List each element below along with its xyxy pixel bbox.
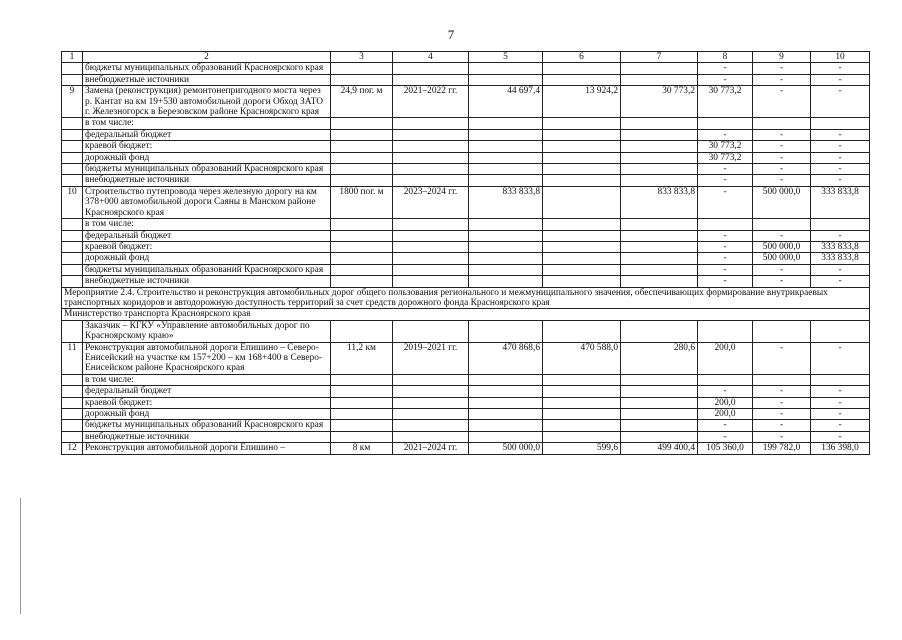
- value-cell: [393, 230, 469, 241]
- description-cell: краевой бюджет:: [83, 397, 331, 408]
- row-number-cell: 10: [62, 186, 83, 218]
- value-cell: [543, 397, 621, 408]
- table-row: [62, 241, 870, 252]
- value-cell: -: [698, 386, 753, 397]
- value-cell: [393, 241, 469, 252]
- value-cell: -: [811, 129, 870, 140]
- value-cell: [543, 63, 621, 74]
- value-cell: [469, 386, 543, 397]
- value-cell: [621, 264, 698, 275]
- value-cell: [543, 431, 621, 442]
- value-cell: -: [811, 431, 870, 442]
- value-cell: -: [753, 129, 811, 140]
- description-cell: дорожный фонд: [83, 253, 331, 264]
- description-cell: федеральный бюджет: [83, 129, 331, 140]
- value-cell: [331, 320, 393, 342]
- table-row: [62, 386, 870, 397]
- value-cell: [393, 276, 469, 287]
- value-cell: [393, 175, 469, 186]
- value-cell: -: [811, 175, 870, 186]
- value-cell: [621, 219, 698, 230]
- section-title: Министерство транспорта Красноярского края: [62, 309, 870, 320]
- value-cell: [698, 219, 753, 230]
- value-cell: 105 360,0: [698, 443, 753, 454]
- description-cell: внебюджетные источники: [83, 431, 331, 442]
- value-cell: -: [753, 164, 811, 175]
- description-cell: внебюджетные источники: [83, 74, 331, 85]
- value-cell: -: [811, 74, 870, 85]
- value-cell: [469, 141, 543, 152]
- value-cell: 470 868,6: [469, 342, 543, 374]
- value-cell: [393, 386, 469, 397]
- value-cell: [469, 431, 543, 442]
- value-cell: -: [753, 86, 811, 118]
- table-row: [62, 219, 870, 230]
- value-cell: -: [811, 152, 870, 163]
- value-cell: -: [698, 431, 753, 442]
- value-cell: -: [811, 397, 870, 408]
- value-cell: [331, 420, 393, 431]
- value-cell: [543, 420, 621, 431]
- value-cell: [621, 420, 698, 431]
- value-cell: [621, 276, 698, 287]
- section-row: [62, 287, 870, 309]
- table-row: [62, 164, 870, 175]
- value-cell: -: [698, 175, 753, 186]
- value-cell: [543, 386, 621, 397]
- row-number-cell: [62, 230, 83, 241]
- column-header: 7: [621, 52, 698, 63]
- description-cell: бюджеты муниципальных образований Красноярского края: [83, 264, 331, 275]
- value-cell: -: [811, 409, 870, 420]
- description-cell: бюджеты муниципальных образований Красноярского края: [83, 63, 331, 74]
- value-cell: [331, 386, 393, 397]
- value-cell: -: [753, 152, 811, 163]
- value-cell: 1800 пог. м: [331, 186, 393, 218]
- description-cell: бюджеты муниципальных образований Красноярского края: [83, 420, 331, 431]
- row-number-cell: [62, 241, 83, 252]
- value-cell: [331, 219, 393, 230]
- value-cell: -: [753, 230, 811, 241]
- value-cell: 136 398,0: [811, 443, 870, 454]
- row-number-cell: [62, 118, 83, 129]
- value-cell: [331, 152, 393, 163]
- value-cell: [469, 397, 543, 408]
- table-row: [62, 63, 870, 74]
- value-cell: [621, 164, 698, 175]
- value-cell: 30 773,2: [698, 152, 753, 163]
- table-row: [62, 409, 870, 420]
- value-cell: 833 833,8: [469, 186, 543, 218]
- value-cell: 24,9 пог. м: [331, 86, 393, 118]
- value-cell: 500 000,0: [753, 241, 811, 252]
- value-cell: [543, 253, 621, 264]
- row-number-cell: [62, 431, 83, 442]
- value-cell: -: [753, 420, 811, 431]
- value-cell: 500 000,0: [469, 443, 543, 454]
- description-cell: федеральный бюджет: [83, 230, 331, 241]
- value-cell: [393, 152, 469, 163]
- value-cell: [331, 118, 393, 129]
- value-cell: [393, 264, 469, 275]
- value-cell: [393, 420, 469, 431]
- table-row: [62, 320, 870, 342]
- value-cell: [543, 152, 621, 163]
- value-cell: [543, 74, 621, 85]
- table-row: [62, 175, 870, 186]
- value-cell: 30 773,2: [698, 141, 753, 152]
- value-cell: [753, 374, 811, 385]
- value-cell: [753, 320, 811, 342]
- value-cell: [811, 219, 870, 230]
- value-cell: [469, 63, 543, 74]
- table-row: [62, 152, 870, 163]
- value-cell: 199 782,0: [753, 443, 811, 454]
- value-cell: 470 588,0: [543, 342, 621, 374]
- value-cell: [393, 397, 469, 408]
- value-cell: [331, 129, 393, 140]
- table-row: [62, 141, 870, 152]
- value-cell: [469, 409, 543, 420]
- value-cell: [469, 129, 543, 140]
- value-cell: 280,6: [621, 342, 698, 374]
- value-cell: [469, 164, 543, 175]
- column-header: 9: [753, 52, 811, 63]
- value-cell: [469, 230, 543, 241]
- value-cell: [621, 175, 698, 186]
- description-cell: краевой бюджет:: [83, 141, 331, 152]
- value-cell: [811, 118, 870, 129]
- value-cell: [753, 118, 811, 129]
- value-cell: [331, 264, 393, 275]
- value-cell: 30 773,2: [621, 86, 698, 118]
- value-cell: -: [753, 431, 811, 442]
- budget-table: [61, 51, 870, 455]
- value-cell: [621, 230, 698, 241]
- value-cell: [698, 374, 753, 385]
- value-cell: -: [811, 230, 870, 241]
- table-row: [62, 264, 870, 275]
- description-cell: Строительство путепровода через железную дорогу на км 378+000 автомобильной дороги Саяны в Манском районе Красноярского края: [83, 186, 331, 218]
- row-number-cell: [62, 141, 83, 152]
- table-row: [62, 74, 870, 85]
- value-cell: [621, 397, 698, 408]
- value-cell: 44 697,4: [469, 86, 543, 118]
- value-cell: [331, 409, 393, 420]
- description-cell: краевой бюджет:: [83, 241, 331, 252]
- value-cell: [621, 241, 698, 252]
- value-cell: -: [753, 141, 811, 152]
- value-cell: [331, 276, 393, 287]
- table-row: [62, 86, 870, 118]
- value-cell: 2021–2022 гг.: [393, 86, 469, 118]
- value-cell: -: [698, 420, 753, 431]
- value-cell: [543, 118, 621, 129]
- column-header: 2: [83, 52, 331, 63]
- value-cell: 599,6: [543, 443, 621, 454]
- value-cell: [469, 253, 543, 264]
- table-header-row: [62, 52, 870, 63]
- value-cell: [393, 118, 469, 129]
- value-cell: [393, 253, 469, 264]
- value-cell: [621, 118, 698, 129]
- value-cell: [543, 129, 621, 140]
- value-cell: [811, 320, 870, 342]
- value-cell: [331, 431, 393, 442]
- value-cell: [621, 152, 698, 163]
- value-cell: [331, 253, 393, 264]
- table-row: [62, 443, 870, 454]
- value-cell: [543, 230, 621, 241]
- value-cell: 30 773,2: [698, 86, 753, 118]
- table-row: [62, 420, 870, 431]
- row-number-cell: [62, 164, 83, 175]
- value-cell: [543, 241, 621, 252]
- table-row: [62, 253, 870, 264]
- value-cell: -: [753, 409, 811, 420]
- value-cell: -: [698, 186, 753, 218]
- value-cell: [698, 320, 753, 342]
- value-cell: [469, 320, 543, 342]
- description-cell: дорожный фонд: [83, 152, 331, 163]
- value-cell: -: [811, 164, 870, 175]
- value-cell: [469, 118, 543, 129]
- value-cell: [469, 152, 543, 163]
- row-number-cell: [62, 152, 83, 163]
- table-row: [62, 230, 870, 241]
- value-cell: -: [698, 241, 753, 252]
- value-cell: 500 000,0: [753, 186, 811, 218]
- value-cell: [331, 397, 393, 408]
- row-number-cell: [62, 374, 83, 385]
- table-row: [62, 431, 870, 442]
- row-number-cell: [62, 129, 83, 140]
- value-cell: 499 400,4: [621, 443, 698, 454]
- description-cell: в том числе:: [83, 374, 331, 385]
- description-cell: внебюджетные источники: [83, 175, 331, 186]
- value-cell: [543, 409, 621, 420]
- value-cell: [469, 219, 543, 230]
- value-cell: [621, 431, 698, 442]
- value-cell: [393, 129, 469, 140]
- row-number-cell: [62, 397, 83, 408]
- value-cell: 2019–2021 гг.: [393, 342, 469, 374]
- value-cell: 200,0: [698, 342, 753, 374]
- table-row: [62, 374, 870, 385]
- value-cell: [543, 141, 621, 152]
- value-cell: -: [698, 129, 753, 140]
- value-cell: [621, 386, 698, 397]
- value-cell: -: [753, 276, 811, 287]
- value-cell: -: [698, 74, 753, 85]
- value-cell: 333 833,8: [811, 241, 870, 252]
- value-cell: -: [753, 175, 811, 186]
- description-cell: внебюджетные источники: [83, 276, 331, 287]
- value-cell: [393, 141, 469, 152]
- value-cell: [621, 63, 698, 74]
- row-number-cell: [62, 409, 83, 420]
- table-row: [62, 118, 870, 129]
- value-cell: [621, 374, 698, 385]
- row-number-cell: 9: [62, 86, 83, 118]
- value-cell: [393, 164, 469, 175]
- description-cell: Реконструкция автомобильной дороги Епишино –: [83, 443, 331, 454]
- value-cell: [469, 175, 543, 186]
- column-header: 5: [469, 52, 543, 63]
- value-cell: [469, 374, 543, 385]
- value-cell: [331, 164, 393, 175]
- value-cell: [621, 253, 698, 264]
- value-cell: [621, 129, 698, 140]
- value-cell: [698, 118, 753, 129]
- value-cell: [393, 219, 469, 230]
- value-cell: -: [698, 253, 753, 264]
- value-cell: 333 833,8: [811, 253, 870, 264]
- column-header: 8: [698, 52, 753, 63]
- value-cell: -: [698, 164, 753, 175]
- row-number-cell: [62, 74, 83, 85]
- value-cell: [331, 74, 393, 85]
- value-cell: [393, 63, 469, 74]
- value-cell: -: [753, 74, 811, 85]
- row-number-cell: [62, 63, 83, 74]
- value-cell: -: [811, 264, 870, 275]
- description-cell: бюджеты муниципальных образований Красноярского края: [83, 164, 331, 175]
- page-number: 7: [447, 27, 455, 42]
- value-cell: [393, 374, 469, 385]
- value-cell: [621, 320, 698, 342]
- table-row: [62, 342, 870, 374]
- value-cell: [543, 219, 621, 230]
- value-cell: [331, 241, 393, 252]
- value-cell: -: [811, 86, 870, 118]
- table-row: [62, 276, 870, 287]
- value-cell: [469, 241, 543, 252]
- value-cell: -: [811, 63, 870, 74]
- value-cell: 200,0: [698, 397, 753, 408]
- section-row: [62, 309, 870, 320]
- value-cell: -: [753, 397, 811, 408]
- value-cell: -: [753, 386, 811, 397]
- row-number-cell: [62, 386, 83, 397]
- description-cell: в том числе:: [83, 219, 331, 230]
- value-cell: [811, 374, 870, 385]
- value-cell: 2021–2024 гг.: [393, 443, 469, 454]
- value-cell: 200,0: [698, 409, 753, 420]
- value-cell: -: [698, 264, 753, 275]
- value-cell: -: [811, 141, 870, 152]
- value-cell: 8 км: [331, 443, 393, 454]
- value-cell: [393, 431, 469, 442]
- description-cell: в том числе:: [83, 118, 331, 129]
- description-cell: Реконструкция автомобильной дороги Епишино – Северо-Енисейский на участке км 157+200 – км 168+400 в Северо-Енисейском районе Красноярского края: [83, 342, 331, 374]
- value-cell: -: [811, 386, 870, 397]
- row-number-cell: [62, 320, 83, 342]
- value-cell: [469, 74, 543, 85]
- value-cell: [331, 230, 393, 241]
- value-cell: -: [753, 63, 811, 74]
- description-cell: Заказчик – КГКУ «Управление автомобильных дорог по Красноярскому краю»: [83, 320, 331, 342]
- value-cell: [393, 320, 469, 342]
- column-header: 4: [393, 52, 469, 63]
- value-cell: [543, 186, 621, 218]
- value-cell: [543, 320, 621, 342]
- value-cell: 2023–2024 гг.: [393, 186, 469, 218]
- value-cell: -: [811, 420, 870, 431]
- value-cell: [543, 264, 621, 275]
- description-cell: дорожный фонд: [83, 409, 331, 420]
- row-number-cell: [62, 219, 83, 230]
- value-cell: [469, 264, 543, 275]
- value-cell: [331, 175, 393, 186]
- margin-line: [20, 498, 21, 614]
- table-row: [62, 397, 870, 408]
- value-cell: [753, 219, 811, 230]
- column-header: 1: [62, 52, 83, 63]
- table-row: [62, 186, 870, 218]
- value-cell: [621, 409, 698, 420]
- value-cell: [331, 141, 393, 152]
- row-number-cell: 12: [62, 443, 83, 454]
- column-header: 10: [811, 52, 870, 63]
- row-number-cell: [62, 420, 83, 431]
- value-cell: [621, 74, 698, 85]
- value-cell: [543, 374, 621, 385]
- value-cell: [469, 276, 543, 287]
- value-cell: [621, 141, 698, 152]
- value-cell: -: [698, 276, 753, 287]
- row-number-cell: 11: [62, 342, 83, 374]
- table-row: [62, 129, 870, 140]
- value-cell: 13 924,2: [543, 86, 621, 118]
- value-cell: 11,2 км: [331, 342, 393, 374]
- row-number-cell: [62, 276, 83, 287]
- value-cell: 333 833,8: [811, 186, 870, 218]
- value-cell: -: [811, 276, 870, 287]
- column-header: 3: [331, 52, 393, 63]
- value-cell: [331, 63, 393, 74]
- value-cell: -: [811, 342, 870, 374]
- value-cell: [543, 175, 621, 186]
- section-title: Мероприятие 2.4. Строительство и реконструкция автомобильных дорог общего пользования регионального и межмуниципального значения, обеспечивающих формирование внутрикраевых транспортных коридоров и автодорожную доступность территорий за счет средств дорожного фонда Красноярского края: [62, 287, 870, 309]
- value-cell: [543, 164, 621, 175]
- value-cell: [331, 374, 393, 385]
- column-header: 6: [543, 52, 621, 63]
- row-number-cell: [62, 253, 83, 264]
- description-cell: Замена (реконструкция) ремонтонепригодного моста через р. Кантат на км 19+530 автомобильной дороги Обход ЗАТО г. Железногорск в Березовском районе Красноярского края: [83, 86, 331, 118]
- value-cell: [393, 74, 469, 85]
- description-cell: федеральный бюджет: [83, 386, 331, 397]
- value-cell: 500 000,0: [753, 253, 811, 264]
- value-cell: -: [753, 342, 811, 374]
- value-cell: 833 833,8: [621, 186, 698, 218]
- value-cell: [469, 420, 543, 431]
- row-number-cell: [62, 264, 83, 275]
- value-cell: [543, 276, 621, 287]
- value-cell: [393, 409, 469, 420]
- value-cell: -: [698, 63, 753, 74]
- row-number-cell: [62, 175, 83, 186]
- value-cell: -: [698, 230, 753, 241]
- value-cell: -: [753, 264, 811, 275]
